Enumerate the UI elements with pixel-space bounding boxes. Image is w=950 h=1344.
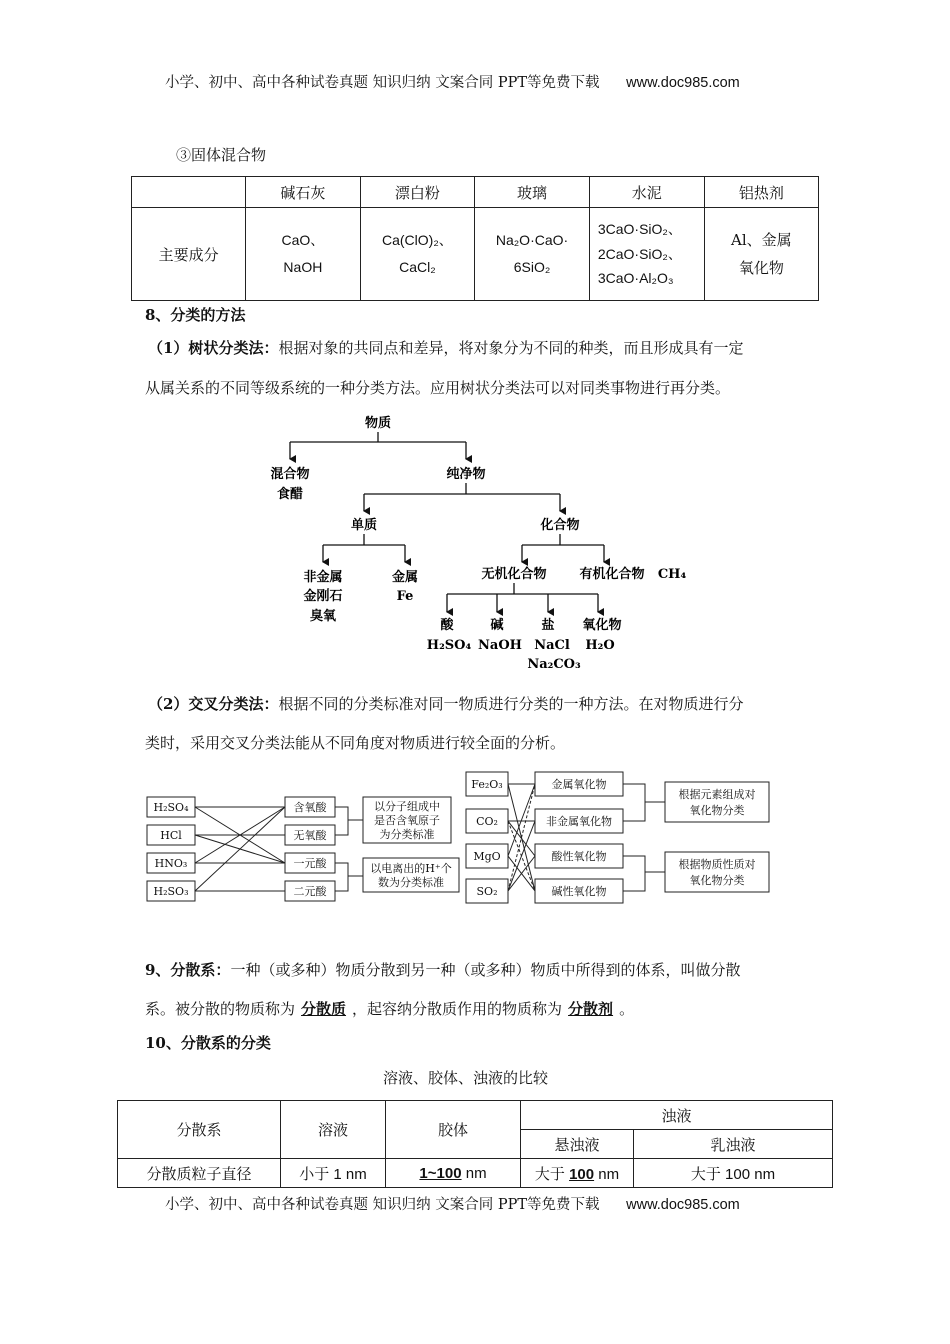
cross-acid-standard1: 是否含氧原子	[374, 814, 440, 827]
tree-salt-ex2: Na₂CO₃	[527, 657, 581, 672]
tree-element: 单质	[350, 518, 378, 533]
dispersion-definition-line1	[145, 963, 740, 978]
tree-nonmetal-ex1: 金刚石	[303, 589, 343, 604]
row-label-particle-size: 分散质粒子直径	[118, 1159, 281, 1188]
cross-oxide: Fe₂O₃	[471, 778, 503, 791]
cross-oxide-standard1: 根据元素组成对	[678, 788, 756, 801]
tree-oxide: 氧化物	[582, 618, 622, 633]
colloid-range: 1~100	[419, 1164, 462, 1182]
cross-acid-standard1: 以分子组成中	[374, 800, 440, 813]
cell-line: Ca(ClO)₂、	[382, 232, 453, 249]
cross-acid-type: 二元酸	[293, 885, 327, 898]
paragraph-text: 一种（或多种）物质分散到另一种（或多种）物质中所得到的体系，叫做分散	[230, 961, 741, 979]
cross-oxide-standard1: 氧化物分类	[689, 804, 745, 817]
unit: nm	[461, 1164, 487, 1182]
tree-organic: 有机化合物	[579, 567, 645, 582]
cross-oxide: SO₂	[476, 885, 498, 898]
prefix: 大于	[534, 1165, 570, 1183]
page-footer	[165, 1193, 740, 1214]
cell-emulsion-size: 大于 100 nm	[634, 1159, 833, 1188]
row-label: 主要成分	[132, 208, 246, 301]
tree-root: 物质	[364, 416, 392, 431]
tree-salt-ex1: NaCl	[534, 638, 570, 653]
cell-line: 6SiO₂	[513, 259, 551, 275]
tree-pure-substance: 纯净物	[446, 467, 486, 482]
paragraph-text: 根据不同的分类标准对同一物质进行分类的一种方法。在对物质进行分	[278, 695, 744, 713]
cross-acid: HNO₃	[154, 857, 188, 870]
cross-oxide-standard2: 氧化物分类	[689, 874, 745, 887]
cross-method-paragraph-line2: 类时，采用交叉分类法能从不同角度对物质进行较全面的分析。	[145, 734, 566, 752]
header-dispersion-system: 分散系	[118, 1101, 281, 1159]
paragraph-text: 根据对象的共同点和差异，将对象分为不同的种类，而且形成具有一定	[278, 339, 744, 357]
section-title-dispersion-classes: 10、分散系的分类	[145, 1034, 271, 1052]
tree-compound: 化合物	[540, 518, 580, 533]
tree-acid: 酸	[440, 618, 454, 633]
tree-nonmetal-ex2: 臭氧	[309, 609, 337, 624]
section-title-solid-mixture: ③固体混合物	[176, 146, 267, 164]
paragraph-text: ，起容纳分散质作用的物质称为	[352, 1000, 563, 1018]
footer-text: 小学、初中、高中各种试卷真题 知识归纳 文案合同 PPT等免费下载	[165, 1197, 600, 1213]
footer-site: www.doc985.com	[626, 1197, 740, 1213]
cross-acid-standard2: 数为分类标准	[378, 876, 444, 889]
col-header: 铝热剂	[704, 177, 818, 208]
header-emulsion: 乳浊液	[634, 1130, 833, 1159]
cell-line: 3CaO·SiO₂、	[597, 221, 682, 238]
suspension-threshold: 100	[569, 1165, 595, 1183]
tree-base: 碱	[490, 618, 504, 633]
header-suspension-solid: 悬浊液	[521, 1130, 634, 1159]
tree-mixture-example: 食醋	[276, 487, 304, 502]
cell-solution-size: 小于 1 nm	[281, 1159, 386, 1188]
cross-acid-type: 含氧酸	[293, 801, 327, 814]
cell-colloid-size	[386, 1159, 521, 1188]
cross-oxide-type: 非金属氧化物	[546, 815, 612, 828]
blank-dispersed-phase: 分散质	[301, 1000, 347, 1018]
tree-method-label: （1）树状分类法：	[148, 339, 279, 357]
tree-base-example: NaOH	[478, 638, 522, 653]
header-site: www.doc985.com	[626, 75, 740, 91]
cross-method-label: （2）交叉分类法：	[148, 695, 279, 713]
tree-method-paragraph-line2: 从属关系的不同等级系统的一种分类方法。应用树状分类法可以对同类事物进行再分类。	[145, 379, 731, 397]
paragraph-text: 。	[619, 1000, 635, 1018]
section-title-classification: 8、分类的方法	[145, 306, 246, 324]
cell-suspension-size	[521, 1159, 634, 1188]
col-header: 漂白粉	[360, 177, 475, 208]
col-header: 水泥	[589, 177, 704, 208]
section-title-dispersion: 9、分散系：	[145, 961, 231, 979]
cross-oxide: MgO	[473, 850, 501, 863]
cross-acid-standard1: 为分类标准	[379, 828, 435, 841]
tree-mixture: 混合物	[270, 467, 310, 482]
cross-oxide-type: 金属氧化物	[551, 778, 607, 791]
header-suspension: 浊液	[521, 1101, 833, 1130]
cross-oxide-type: 酸性氧化物	[551, 850, 607, 863]
tree-metal-example: Fe	[396, 589, 414, 604]
cross-oxide-standard2: 根据物质性质对	[678, 858, 756, 871]
tree-metal: 金属	[391, 570, 419, 585]
cross-acid: H₂SO₃	[153, 885, 189, 898]
cell-line: Na₂O·CaO·	[495, 232, 569, 249]
header-solution: 溶液	[281, 1101, 386, 1159]
cell-line: 氧化物	[738, 259, 784, 277]
cross-acid-type: 无氧酸	[293, 829, 327, 842]
col-header: 碱石灰	[246, 177, 360, 208]
blank-dispersion-medium: 分散剂	[568, 1000, 614, 1018]
tree-nonmetal: 非金属	[303, 570, 343, 585]
cross-oxide-type: 碱性氧化物	[551, 885, 607, 898]
cell-line: Al、金属	[731, 230, 792, 249]
tree-salt: 盐	[541, 618, 555, 633]
cross-acid: H₂SO₄	[153, 801, 189, 814]
dispersion-comparison-table	[117, 1100, 833, 1188]
cell-line: 2CaO·SiO₂、	[597, 245, 682, 262]
header-text: 小学、初中、高中各种试卷真题 知识归纳 文案合同 PPT等免费下载	[165, 75, 600, 91]
tree-acid-example: H₂SO₄	[426, 638, 472, 653]
cross-acid-standard2: 以电离出的H⁺个	[370, 862, 452, 875]
header-colloid: 胶体	[386, 1101, 521, 1159]
tree-oxide-example: H₂O	[585, 638, 615, 653]
cross-acid: HCl	[160, 829, 182, 842]
cell-line: NaOH	[283, 259, 323, 275]
dispersion-definition-line2	[145, 1002, 634, 1017]
cell-line: 3CaO·Al₂O₃	[597, 270, 674, 287]
paragraph-text: 系。被分散的物质称为	[145, 1000, 296, 1018]
cell-line: CaCl₂	[399, 259, 436, 275]
col-header: 玻璃	[475, 177, 590, 208]
cell-line: CaO、	[281, 232, 325, 249]
table-title: 溶液、胶体、浊液的比较	[383, 1069, 549, 1087]
unit: nm	[594, 1165, 620, 1183]
tree-organic-example: CH₄	[657, 567, 687, 582]
cross-acid-type: 一元酸	[293, 857, 327, 870]
tree-inorganic: 无机化合物	[481, 567, 547, 582]
cross-oxide: CO₂	[476, 815, 498, 828]
